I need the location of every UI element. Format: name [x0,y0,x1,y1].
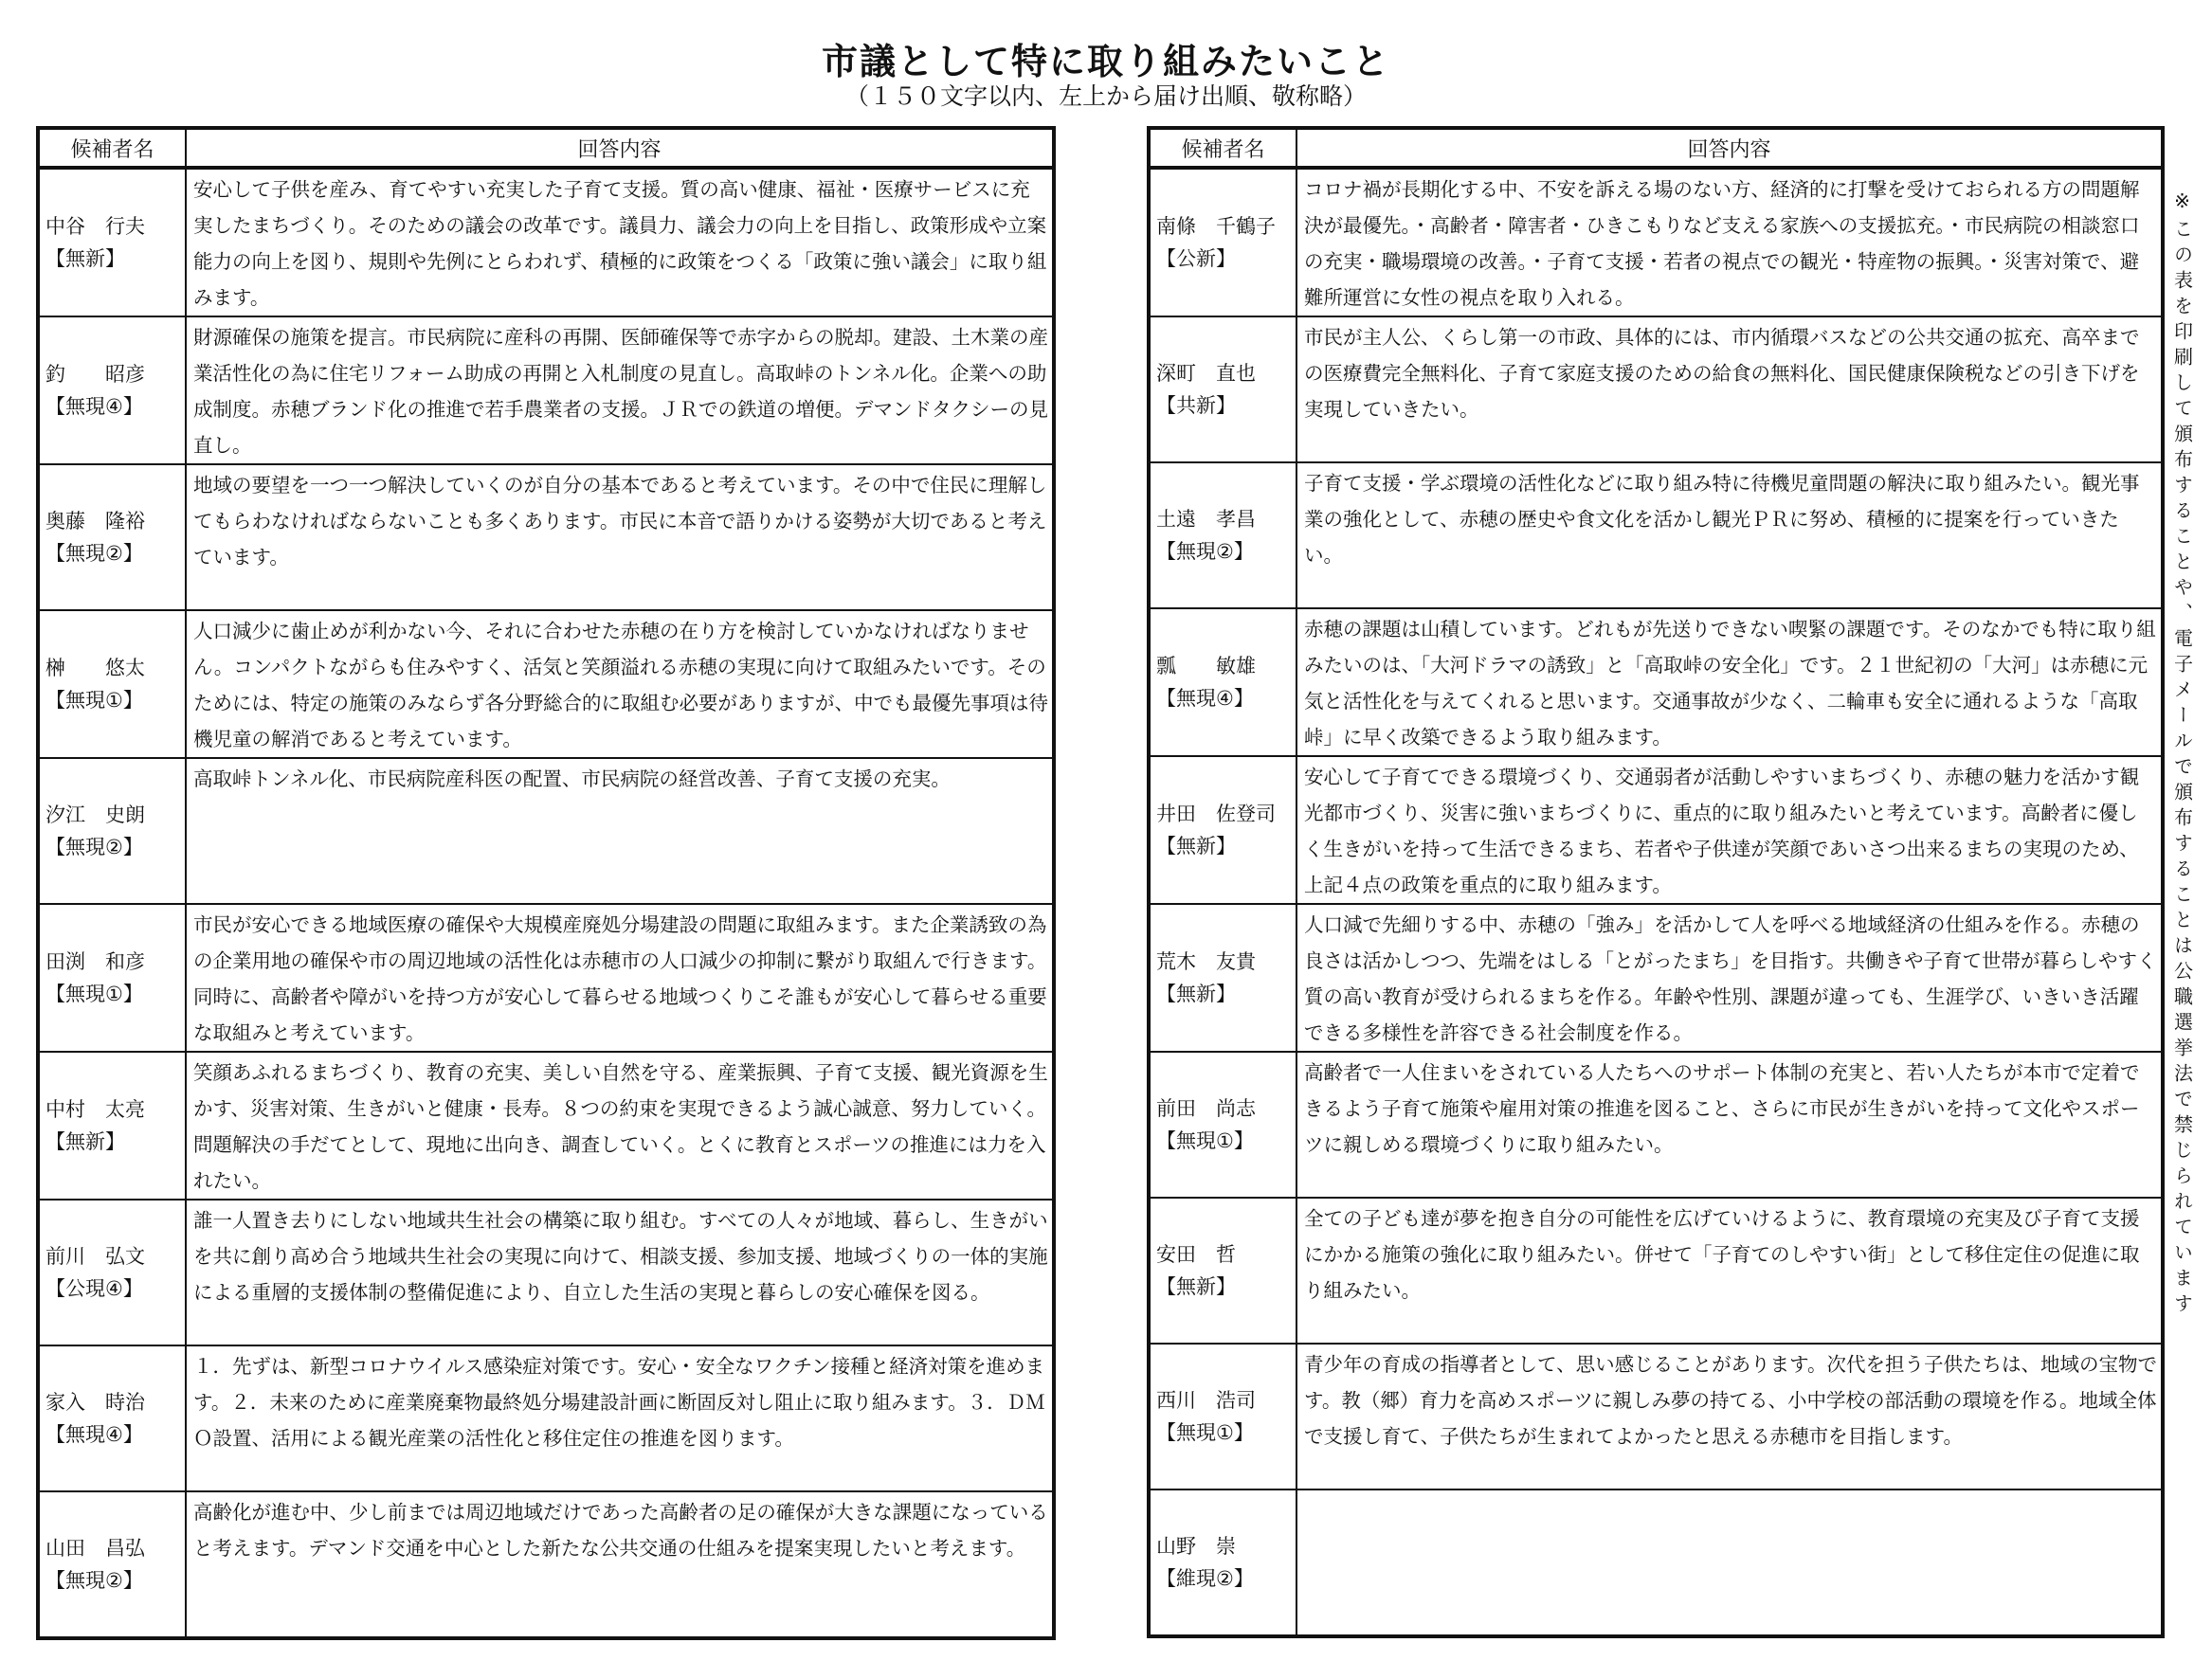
table-row [38,610,1054,758]
response-cell [1296,1052,2163,1198]
response-cell [1296,316,2163,462]
candidate-status: 【無現①】 [45,983,143,1005]
table-row [38,1200,1054,1345]
candidate-status: 【無現④】 [1156,687,1254,710]
response-column-header: 回答内容 [186,128,1054,168]
candidate-status: 【無現①】 [1156,1129,1254,1152]
page-title: 市議として特に取り組みたいこと [821,41,1390,82]
response-text: 笑顔あふれるまちづくり、教育の充実、美しい自然を守る、産業振興、子育て支援、観光資源を生かす、災害対策、生きがいと健康・長寿。８つの約束を実現できるよう誠心誠意、努力していく。問題解決の手だてとして、現地に出向き、調査していく。とくに教育とスポーツの推進には力を入れたい。 [193,1061,1048,1192]
candidate-cell [38,904,186,1052]
response-cell [1296,462,2163,608]
candidate-status: 【無現②】 [45,1569,143,1592]
side-note [2163,190,2201,1319]
candidate-name: 榊 悠太 [45,657,145,679]
right-table-body [1149,168,2163,1636]
response-column-header: 回答内容 [1296,128,2163,168]
candidate-name: 汐江 史朗 [45,803,145,826]
candidate-name: 中村 太亮 [45,1098,145,1121]
candidate-name: 前川 弘文 [45,1245,145,1268]
candidate-name: 瓢 敏雄 [1156,655,1256,677]
response-text: 誰一人置き去りにしない地域共生社会の構築に取り組む。すべての人々が地域、暮らし、生きがいを共に創り高め合う地域共生社会の実現に向けて、相談支援、参加支援、地域づくりの一体的実施による重層的支援体制の整備促進により、自立した生活の実現と暮らしの安心確保を図る。 [193,1209,1048,1304]
side-note-text: ※この表を印刷して頒布することや、電子メールで頒布することは公職選挙法で禁じられています [2170,190,2194,1319]
response-text: 高齢者で一人住まいをされている人たちへのサポート体制の充実と、若い人たちが本市で定着できるよう子育て施策や雇用対策の推進を図ること、さらに市民が生きがいを持って文化やスポーツに親しめる環境づくりに取り組みたい。 [1304,1061,2140,1156]
response-text: １．先ずは、新型コロナウイルス感染症対策です。安心・安全なワクチン接種と経済対策を進めます。２．未来のために産業廃棄物最終処分場建設計画に断固反対し阻止に取り組みます。３．ＤＭＯ設置、活用による観光産業の活性化と移住定住の推進を図ります。 [193,1355,1045,1450]
response-text: 子育て支援・学ぶ環境の活性化などに取り組み特に待機児童問題の解決に取り組みたい。観光事業の強化として、赤穂の歴史や食文化を活かし観光ＰＲに努め、積極的に提案を行っていきたい。 [1304,472,2140,567]
response-cell [1296,1344,2163,1489]
right-candidate-table [1147,126,2165,1638]
response-cell [1296,608,2163,756]
response-cell [186,316,1054,464]
candidate-name: 西川 浩司 [1156,1389,1256,1412]
candidate-cell [1149,1344,1296,1489]
candidate-status: 【無新】 [1156,1275,1236,1298]
response-cell [1296,756,2163,904]
candidate-cell [38,610,186,758]
left-table-body [38,168,1054,1638]
response-cell [1296,904,2163,1052]
response-text: 赤穂の課題は山積しています。どれもが先送りできない喫緊の課題です。そのなかでも特に取り組みたいのは、「大河ドラマの誘致」と「高取峠の安全化」です。２１世紀初の「大河」は赤穂に元気と活性化を与えてくれると思います。交通事故が少なく、二輪車も安全に通れるような「高取峠」に早く改築できるよう取り組みます。 [1304,618,2156,749]
table-row [38,758,1054,904]
response-cell [186,758,1054,904]
response-text: 全ての子ども達が夢を抱き自分の可能性を広げていけるように、教育環境の充実及び子育て支援にかかる施策の強化に取り組みたい。併せて「子育てのしやすい街」として移住定住の促進に取り組みたい。 [1304,1207,2140,1302]
response-cell [1296,1489,2163,1636]
candidate-name: 土遠 孝昌 [1156,508,1256,531]
table-row [1149,1198,2163,1344]
table-row [38,464,1054,610]
response-cell [186,464,1054,610]
table-row [38,1491,1054,1638]
table-row [1149,904,2163,1052]
response-text: 安心して子供を産み、育てやすい充実した子育て支援。質の高い健康、福祉・医療サービスに充実したまちづくり。そのための議会の改革です。議員力、議会力の向上を目指し、政策形成や立案能力の向上を図り、規則や先例にとらわれず、積極的に政策をつくる「政策に強い議会」に取り組みます。 [193,178,1047,309]
candidate-name: 荒木 友貴 [1156,950,1256,973]
response-text: コロナ禍が長期化する中、不安を訴える場のない方、経済的に打撃を受けておられる方の問題解決が最優先。・高齢者・障害者・ひきこもりなど支える家族への支援拡充。・市民病院の相談窓口の充実・職場環境の改善。・子育て支援・若者の視点での観光・特産物の振興。・災害対策で、避難所運営に女性の視点を取り入れる。 [1304,178,2140,309]
candidate-cell [1149,462,1296,608]
response-text: 高取峠トンネル化、市民病院産科医の配置、市民病院の経営改善、子育て支援の充実。 [193,767,951,790]
candidate-name: 山野 崇 [1156,1535,1236,1558]
table-row [1149,608,2163,756]
response-cell [1296,1198,2163,1344]
candidate-cell [1149,1198,1296,1344]
response-text: 青少年の育成の指導者として、思い感じることがあります。次代を担う子供たちは、地域の宝物です。教（郷）育力を高めスポーツに親しみ夢の持てる、小中学校の部活動の環境を作る。地域全体で支援し育て、子供たちが生まれてよかったと思える赤穂市を目指します。 [1304,1353,2157,1448]
candidate-status: 【共新】 [1156,394,1236,417]
candidate-status: 【無新】 [1156,835,1236,858]
candidate-cell [1149,316,1296,462]
response-cell [186,168,1054,316]
table-row [1149,1344,2163,1489]
candidate-name: 田渕 和彦 [45,950,145,973]
candidate-name: 中谷 行夫 [45,215,145,238]
response-text [1297,1490,2161,1492]
candidate-status: 【無新】 [45,247,125,270]
response-text: 市民が安心できる地域医療の確保や大規模産廃処分場建設の問題に取組みます。また企業誘致の為の企業用地の確保や市の周辺地域の活性化は赤穂市の人口減少の抑制に繋がり取組んで行きます。同時に、高齢者や障がいを持つ方が安心して暮らせる地域つくりこそ誰もが安心して暮らせる重要な取組みと考えています。 [193,913,1047,1044]
candidate-cell [38,464,186,610]
response-cell [186,1491,1054,1638]
candidate-name: 釣 昭彦 [45,363,145,386]
response-cell [186,610,1054,758]
candidate-cell [1149,168,1296,316]
name-column-header: 候補者名 [1149,128,1296,168]
table-row [1149,756,2163,904]
candidate-cell [38,1345,186,1491]
candidate-cell [1149,608,1296,756]
response-text: 地域の要望を一つ一つ解決していくのが自分の基本であると考えています。その中で住民に理解してもらわなければならないことも多くあります。市民に本音で語りかける姿勢が大切であると考えています。 [193,474,1047,569]
candidate-name: 奥藤 隆裕 [45,510,145,533]
response-cell [186,904,1054,1052]
candidate-status: 【公現④】 [45,1277,143,1300]
table-row [38,1345,1054,1491]
response-text: 人口減少に歯止めが利かない今、それに合わせた赤穂の在り方を検討していかなければなりません。コンパクトながらも住みやすく、活気と笑顔溢れる赤穂の実現に向けて取組みたいです。そのためには、特定の施策のみならず各分野総合的に取組む必要がありますが、中でも最優先事項は待機児童の解消であると考えています。 [193,620,1048,750]
candidate-cell [38,168,186,316]
candidate-cell [1149,1052,1296,1198]
candidate-cell [38,758,186,904]
candidate-status: 【維現②】 [1156,1567,1254,1590]
table-row [1149,316,2163,462]
candidate-name: 山田 昌弘 [45,1537,145,1560]
candidate-cell [38,316,186,464]
candidate-cell [38,1200,186,1345]
name-column-header: 候補者名 [38,128,186,168]
response-text: 財源確保の施策を提言。市民病院に産科の再開、医師確保等で赤字からの脱却。建設、土木業の産業活性化の為に住宅リフォーム助成の再開と入札制度の見直し。高取峠のトンネル化。企業への助成制度。赤穂ブランド化の推進で若手農業者の支援。ＪＲでの鉄道の増便。デマンドタクシーの見直し。 [193,326,1048,457]
table-row [38,168,1054,316]
candidate-name: 井田 佐登司 [1156,803,1276,825]
response-text: 安心して子育てできる環境づくり、交通弱者が活動しやすいまちづくり、赤穂の魅力を活かす観光都市づくり、災害に強いまちづくりに、重点的に取り組みたいと考えています。高齢者に優しく生きがいを持って生活できるまち、若者や子供達が笑顔であいさつ出来るまちの実現のため、上記４点の政策を重点的に取り組みます。 [1304,766,2140,896]
candidate-name: 深町 直也 [1156,362,1256,385]
candidate-status: 【無新】 [45,1130,125,1153]
response-text: 人口減で先細りする中、赤穂の「強み」を活かして人を呼べる地域経済の仕組みを作る。赤穂の良さは活かしつつ、先端をはしる「とがったまち」を目指す。共働きや子育て世帯が暮らしやすく質の高い教育が受けられるまちを作る。年齢や性別、課題が違っても、生涯学び、いきいき活躍できる多様性を許容できる社会制度を作る。 [1304,913,2157,1044]
candidate-cell [1149,904,1296,1052]
response-cell [186,1200,1054,1345]
candidate-status: 【公新】 [1156,247,1236,270]
candidate-name: 家入 時治 [45,1391,145,1414]
candidate-name: 前田 尚志 [1156,1097,1256,1120]
candidate-status: 【無現②】 [1156,540,1254,563]
table-row [38,316,1054,464]
response-cell [186,1345,1054,1491]
candidate-status: 【無現①】 [45,689,143,712]
left-candidate-table [36,126,1056,1640]
candidate-name: 安田 哲 [1156,1243,1236,1266]
response-text: 市民が主人公、くらし第一の市政、具体的には、市内循環バスなどの公共交通の拡充、高卒までの医療費完全無料化、子育て家庭支援のための給食の無料化、国民健康保険税などの引き下げを実現していきたい。 [1304,326,2140,421]
candidate-cell [1149,756,1296,904]
candidate-status: 【無現④】 [45,1423,143,1446]
candidate-status: 【無現②】 [45,836,143,858]
table-row [1149,1052,2163,1198]
table-row [1149,1489,2163,1636]
candidate-cell [1149,1489,1296,1636]
candidate-status: 【無現②】 [45,542,143,565]
table-row [1149,462,2163,608]
table-row [1149,168,2163,316]
candidate-status: 【無現①】 [1156,1421,1254,1444]
candidate-name: 南條 千鶴子 [1156,215,1276,238]
table-row [38,904,1054,1052]
response-cell [186,1052,1054,1200]
response-text: 高齢化が進む中、少し前までは周辺地域だけであった高齢者の足の確保が大きな課題になっていると考えます。デマンド交通を中心とした新たな公共交通の仕組みを提案実現したいと考えます。 [193,1501,1048,1560]
candidate-status: 【無新】 [1156,983,1236,1005]
page-subtitle: （１５０文字以内、左上から届け出順、敬称略） [844,82,1367,110]
candidate-cell [38,1491,186,1638]
response-cell [1296,168,2163,316]
table-row [38,1052,1054,1200]
candidate-cell [38,1052,186,1200]
candidate-status: 【無現④】 [45,395,143,418]
